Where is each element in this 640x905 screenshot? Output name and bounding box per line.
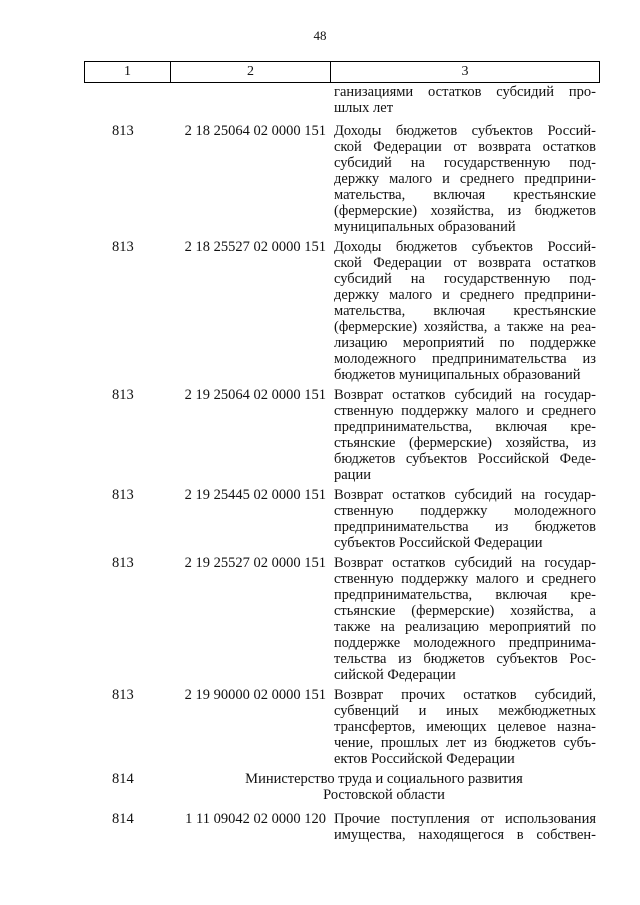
description-line: бюджетов муниципальных образований bbox=[334, 367, 581, 383]
budget-code: 2 19 25527 02 0000 151 bbox=[184, 555, 326, 571]
section-header bbox=[214, 771, 554, 803]
description-line: Прочие поступления от использования bbox=[334, 811, 596, 827]
table-header-col3: 3 bbox=[330, 61, 600, 83]
description-line: Доходы бюджетов субъектов Россий- bbox=[334, 123, 596, 139]
description-line: ской Федерации от возврата остатков bbox=[334, 139, 596, 155]
description-line: ской Федерации от возврата остатков bbox=[334, 255, 596, 271]
description-line: ственную поддержку малого и среднего bbox=[334, 403, 596, 419]
row-description bbox=[334, 84, 596, 116]
description-line: (фермерские) хозяйства, а также на реа- bbox=[334, 319, 596, 335]
description-line: мательства, включая крестьянские bbox=[334, 303, 596, 319]
description-line: имущества, находящегося в собствен- bbox=[334, 827, 596, 843]
description-line: Возврат остатков субсидий на государ- bbox=[334, 387, 596, 403]
description-line: Возврат остатков субсидий на государ- bbox=[334, 487, 596, 503]
description-line: ганизациями остатков субсидий про- bbox=[334, 84, 596, 100]
section-header-line: Ростовской области bbox=[323, 787, 445, 803]
budget-code: 1 11 09042 02 0000 120 bbox=[185, 811, 326, 827]
table-header-col1: 1 bbox=[84, 61, 171, 83]
admin-code: 813 bbox=[112, 687, 134, 703]
admin-code: 813 bbox=[112, 387, 134, 403]
description-line: поддержке молодежного предпринима- bbox=[334, 635, 596, 651]
description-line: трансфертов, имеющих целевое назна- bbox=[334, 719, 596, 735]
description-line: предпринимательства, включая кре- bbox=[334, 587, 596, 603]
description-line: стьянские (фермерские) хозяйства, из bbox=[334, 435, 596, 451]
description-line: также на реализацию мероприятий по bbox=[334, 619, 596, 635]
admin-code: 813 bbox=[112, 555, 134, 571]
row-description bbox=[334, 555, 596, 683]
budget-code: 2 18 25064 02 0000 151 bbox=[184, 123, 326, 139]
description-line: мательства, включая крестьянские bbox=[334, 187, 596, 203]
description-line: бюджетов субъектов Российской Феде- bbox=[334, 451, 596, 467]
row-description bbox=[334, 387, 596, 483]
budget-code: 2 18 25527 02 0000 151 bbox=[184, 239, 326, 255]
description-line: предпринимательства, включая кре- bbox=[334, 419, 596, 435]
description-line: тельства из бюджетов субъектов Рос- bbox=[334, 651, 596, 667]
description-line: ственную поддержку малого и среднего bbox=[334, 571, 596, 587]
description-line: (фермерские) хозяйства, из бюджетов bbox=[334, 203, 596, 219]
row-description bbox=[334, 487, 596, 551]
description-line: чение, прошлых лет из бюджетов субъ- bbox=[334, 735, 596, 751]
budget-code: 2 19 90000 02 0000 151 bbox=[184, 687, 326, 703]
description-line: сийской Федерации bbox=[334, 667, 456, 683]
description-line: стьянские (фермерские) хозяйства, а bbox=[334, 603, 596, 619]
description-line: Возврат прочих остатков субсидий, bbox=[334, 687, 596, 703]
description-line: субсидий на государственную под- bbox=[334, 155, 596, 171]
description-line: предпринимательства из бюджетов bbox=[334, 519, 596, 535]
description-line: шлых лет bbox=[334, 100, 394, 116]
row-description bbox=[334, 123, 596, 235]
row-description bbox=[334, 687, 596, 767]
admin-code: 814 bbox=[112, 811, 134, 827]
description-line: молодежного предпринимательства из bbox=[334, 351, 596, 367]
admin-code: 814 bbox=[112, 771, 134, 787]
budget-code: 2 19 25064 02 0000 151 bbox=[184, 387, 326, 403]
description-line: рации bbox=[334, 467, 371, 483]
description-line: лизацию мероприятий по поддержке bbox=[334, 335, 596, 351]
budget-code: 2 19 25445 02 0000 151 bbox=[184, 487, 326, 503]
admin-code: 813 bbox=[112, 487, 134, 503]
admin-code: 813 bbox=[112, 239, 134, 255]
section-header-line: Министерство труда и социального развития bbox=[245, 771, 523, 787]
admin-code: 813 bbox=[112, 123, 134, 139]
row-description bbox=[334, 811, 596, 843]
description-line: муниципальных образований bbox=[334, 219, 516, 235]
description-line: субвенций и иных межбюджетных bbox=[334, 703, 596, 719]
row-description bbox=[334, 239, 596, 383]
description-line: Возврат остатков субсидий на государ- bbox=[334, 555, 596, 571]
description-line: держку малого и среднего предприни- bbox=[334, 287, 596, 303]
table-header-col2: 2 bbox=[170, 61, 331, 83]
description-line: ственную поддержку молодежного bbox=[334, 503, 596, 519]
description-line: ектов Российской Федерации bbox=[334, 751, 515, 767]
description-line: держку малого и среднего предприни- bbox=[334, 171, 596, 187]
description-line: субсидий на государственную под- bbox=[334, 271, 596, 287]
page-number: 48 bbox=[313, 28, 327, 43]
description-line: субъектов Российской Федерации bbox=[334, 535, 543, 551]
description-line: Доходы бюджетов субъектов Россий- bbox=[334, 239, 596, 255]
